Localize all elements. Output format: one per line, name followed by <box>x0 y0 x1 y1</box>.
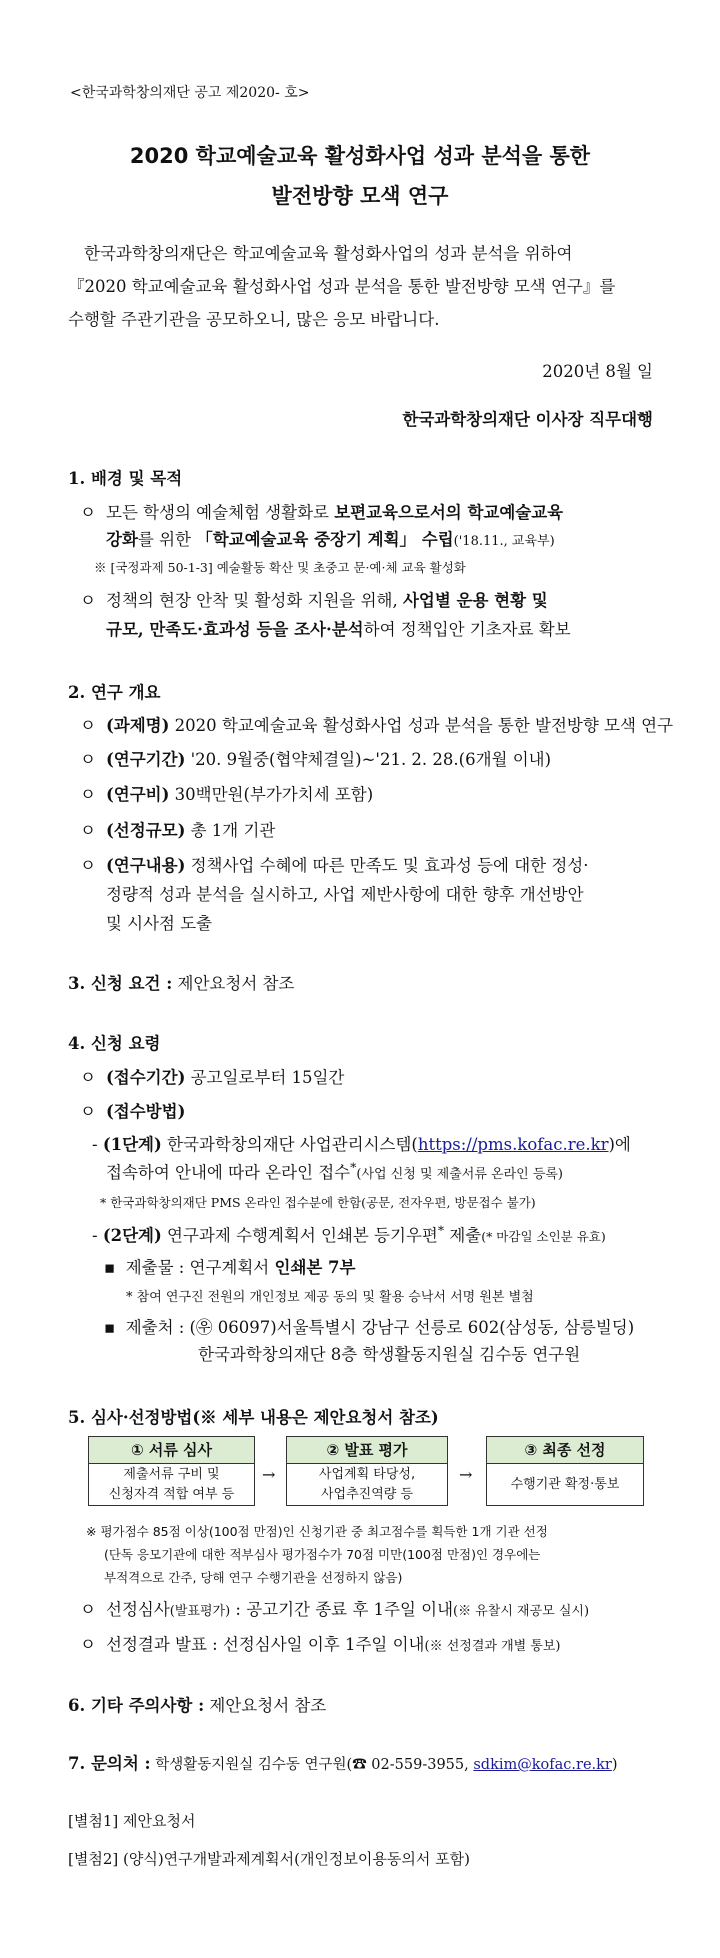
item-text: 공고일로부터 15일간 <box>185 1068 345 1087</box>
section-5-note-line-1: ※ 평가점수 85점 이상(100점 만점)인 신청기관 중 최고점수를 획득한 1개 기관 선정 <box>86 1524 548 1539</box>
process-step-title: ② 발표 평가 <box>287 1437 447 1464</box>
text: 제출물 : 연구계획서 <box>125 1258 275 1277</box>
section-5-note-line-2: (단독 응모기관에 대한 적부심사 평가점수가 70점 미만(100점 만점)인 경우에는 <box>104 1547 541 1562</box>
bullet-symbol: ㅇ <box>80 1600 96 1619</box>
text: 선정심사 <box>106 1600 170 1619</box>
arrow-icon: → <box>262 1465 276 1484</box>
text-small: (※ 선정결과 개별 통보) <box>424 1639 561 1654</box>
section-6-text: 제안요청서 참조 <box>204 1696 327 1715</box>
text: 하여 정책입안 기초자료 확보 <box>363 620 571 639</box>
section-2-content-line-2: 정량적 성과 분석을 실시하고, 사업 제반사항에 대한 향후 개선방안 <box>106 885 584 904</box>
text: 한국과학창의재단 사업관리시스템( <box>161 1135 418 1154</box>
text: 선정결과 발표 : 선정심사일 이후 1주일 이내 <box>106 1635 425 1654</box>
section-2-item-4 <box>80 817 275 841</box>
process-step-body <box>487 1464 643 1505</box>
section-5-heading: 5. 심사·선정방법(※ 세부 내용은 제안요청서 참조) <box>68 1408 439 1427</box>
section-2-content-line-1 <box>80 852 588 876</box>
section-6 <box>68 1692 326 1716</box>
title-line-1: 2020 학교예술교육 활성화사업 성과 분석을 통한 <box>129 144 591 168</box>
item-label: (연구내용) <box>106 856 186 875</box>
section-2-item-1 <box>80 712 673 736</box>
text-bold: 「학교예술교육 중장기 계획」 수립 <box>196 530 454 549</box>
text: 정책의 현장 안착 및 활성화 지원을 위해, <box>106 591 403 610</box>
text: 접속하여 안내에 따라 온라인 접수 <box>106 1163 351 1182</box>
process-step-title: ③ 최종 선정 <box>487 1437 643 1464</box>
bullet-symbol: ㅇ <box>80 785 96 804</box>
section-1-heading: 1. 배경 및 목적 <box>68 469 183 488</box>
section-7-text: 학생활동지원실 김수동 연구원(☎ 02-559-3955, <box>150 1757 474 1773</box>
section-2-item-3 <box>80 781 373 805</box>
item-label: (선정규모) <box>106 821 186 840</box>
text-small: (* 마감일 소인분 유효) <box>481 1229 606 1244</box>
bullet-symbol: ㅇ <box>80 591 96 610</box>
text: 제출처 : (㉾ 06097)서울특별시 강남구 선릉로 602(삼성동, 삼릉빌딩) <box>125 1318 635 1337</box>
process-step-2 <box>286 1436 448 1506</box>
bullet-symbol: ㅇ <box>80 750 96 769</box>
text-bold: 인쇄본 7부 <box>274 1258 356 1277</box>
section-4-heading: 4. 신청 요령 <box>68 1034 161 1053</box>
section-1-bullet-1-line-2 <box>106 526 555 550</box>
item-label: (과제명) <box>106 716 170 735</box>
item-text: 정책사업 수혜에 따른 만족도 및 효과성 등에 대한 정성· <box>185 856 589 875</box>
section-7-heading: 7. 문의처 : <box>68 1754 151 1773</box>
section-7 <box>68 1750 618 1774</box>
text-bold: 강화 <box>106 530 138 549</box>
section-4-period <box>80 1064 344 1088</box>
text: : 공고기간 종료 후 1주일 이내 <box>230 1600 454 1619</box>
intro-line-1: 한국과학창의재단은 학교예술교육 활성화사업의 성과 분석을 위하여 <box>84 244 573 263</box>
step-label: (1단계) <box>102 1135 162 1154</box>
text-small: (발표평가) <box>169 1604 231 1619</box>
section-4-submission-note: * 참여 연구진 전원의 개인정보 제공 동의 및 활용 승낙서 서명 원본 별첨 <box>126 1290 534 1305</box>
bullet-symbol: ㅇ <box>80 821 96 840</box>
text-bold: 규모, 만족도·효과성 등을 조사·분석 <box>106 620 364 639</box>
section-3 <box>68 970 294 994</box>
item-text: '20. 9월중(협약체결일)~'21. 2. 28.(6개월 이내) <box>185 750 552 769</box>
attachment-1: [별첨1] 제안요청서 <box>68 1812 196 1830</box>
section-3-text: 제안요청서 참조 <box>172 974 295 993</box>
arrow-icon: → <box>459 1465 473 1484</box>
footnote-mark: * <box>437 1222 445 1238</box>
item-label: (접수방법) <box>106 1102 186 1121</box>
section-2-heading: 2. 연구 개요 <box>68 683 161 702</box>
text: )에 <box>608 1135 631 1154</box>
process-step-body <box>287 1464 447 1505</box>
item-label: (접수기간) <box>106 1068 186 1087</box>
title-line-2: 발전방향 모색 연구 <box>271 184 449 208</box>
attachment-2: [별첨2] (양식)연구개발과제계획서(개인정보이용동의서 포함) <box>68 1850 470 1868</box>
step-label: (2단계) <box>102 1226 162 1245</box>
section-4-step-1-note: * 한국과학창의재단 PMS 온라인 접수분에 한함(공문, 전자우편, 방문접수 불가) <box>100 1195 536 1210</box>
text-bold: 보편교육으로서의 학교예술교육 <box>334 503 564 522</box>
text: ) <box>611 1757 618 1773</box>
section-4-step-1-line-2 <box>106 1159 563 1183</box>
issuer: 한국과학창의재단 이사장 직무대행 <box>402 410 653 429</box>
pms-link[interactable]: https://pms.kofac.re.kr <box>417 1135 609 1154</box>
section-4-address-line-1: ▪ 제출처 : (㉾ 06097)서울특별시 강남구 선릉로 602(삼성동, 삼릉빌딩) <box>104 1318 635 1337</box>
section-1-note: ※ [국정과제 50-1-3] 예술활동 확산 및 초중고 문·예·체 교육 활성화 <box>94 560 466 575</box>
section-3-heading: 3. 신청 요건 : <box>68 974 173 993</box>
section-1-bullet-1-line-1 <box>80 499 563 523</box>
intro-line-3: 수행할 주관기관을 공모하오니, 많은 응모 바랍니다. <box>68 310 440 329</box>
item-label: (연구기간) <box>106 750 186 769</box>
bullet-symbol: ㅇ <box>80 1068 96 1087</box>
item-label: (연구비) <box>106 785 170 804</box>
text-small: (※ 유찰시 재공모 실시) <box>453 1604 590 1619</box>
section-2-item-2 <box>80 746 551 770</box>
process-step-1 <box>88 1436 255 1506</box>
bullet-symbol: ㅇ <box>80 1102 96 1121</box>
process-step-text: 사업계획 타당성, <box>318 1466 416 1482</box>
footnote-mark: * <box>350 1159 357 1175</box>
section-1-bullet-2-line-2 <box>106 616 571 640</box>
contact-email-link[interactable]: sdkim@kofac.re.kr <box>473 1757 612 1773</box>
section-6-heading: 6. 기타 주의사항 : <box>68 1696 205 1715</box>
item-text: 총 1개 기관 <box>185 821 276 840</box>
process-step-title: ① 서류 심사 <box>89 1437 254 1464</box>
process-step-text: 사업추진역량 등 <box>320 1486 414 1502</box>
bullet-symbol: ㅇ <box>80 716 96 735</box>
notice-date: 2020년 8월 일 <box>542 362 653 381</box>
process-step-text: 신청자격 적합 여부 등 <box>108 1486 235 1502</box>
process-step-text: 제출서류 구비 및 <box>123 1466 220 1482</box>
text-small: ('18.11., 교육부) <box>453 534 555 549</box>
text: 제출 <box>444 1226 482 1245</box>
process-step-text: 수행기관 확정·통보 <box>510 1476 620 1492</box>
section-5-note-line-3: 부적격으로 간주, 당해 연구 수행기관을 선정하지 않음) <box>104 1570 403 1585</box>
bullet-symbol: ㅇ <box>80 856 96 875</box>
section-4-step-2: - (2단계) 연구과제 수행계획서 인쇄본 등기우편* 제출(* 마감일 소인분 유효) <box>92 1222 606 1245</box>
notice-number: <한국과학창의재단 공고 제2020- 호> <box>70 85 310 101</box>
section-4-address-line-2: 한국과학창의재단 8층 학생활동지원실 김수동 연구원 <box>198 1345 581 1364</box>
item-text: 2020 학교예술교육 활성화사업 성과 분석을 통한 발전방향 모색 연구 <box>169 716 674 735</box>
section-1-bullet-2-line-1 <box>80 587 548 611</box>
bullet-symbol: ㅇ <box>80 1635 96 1654</box>
section-2-content-line-3: 및 시사점 도출 <box>106 914 213 933</box>
text: 를 위한 <box>137 530 197 549</box>
section-5-bullet-1 <box>80 1596 589 1620</box>
intro-paragraph <box>68 237 653 336</box>
intro-line-2: 『2020 학교예술교육 활성화사업 성과 분석을 통한 발전방향 모색 연구』를 <box>68 277 616 296</box>
item-text: 30백만원(부가가치세 포함) <box>169 785 374 804</box>
section-4-submission: ▪ 제출물 : 연구계획서 인쇄본 7부 <box>104 1258 356 1277</box>
section-5-bullet-2 <box>80 1631 561 1655</box>
text: 모든 학생의 예술체험 생활화로 <box>106 503 335 522</box>
process-step-3 <box>486 1436 644 1506</box>
process-step-body <box>89 1464 254 1505</box>
text: 연구과제 수행계획서 인쇄본 등기우편 <box>161 1226 438 1245</box>
section-4-step-1-line-1: - (1단계) 한국과학창의재단 사업관리시스템(https://pms.kofac.re.kr)에 <box>92 1135 631 1154</box>
section-4-method <box>80 1098 185 1122</box>
text-bold: 사업별 운용 현황 및 <box>402 591 548 610</box>
text-small: (사업 신청 및 제출서류 온라인 등록) <box>356 1167 564 1182</box>
bullet-symbol: ㅇ <box>80 503 96 522</box>
